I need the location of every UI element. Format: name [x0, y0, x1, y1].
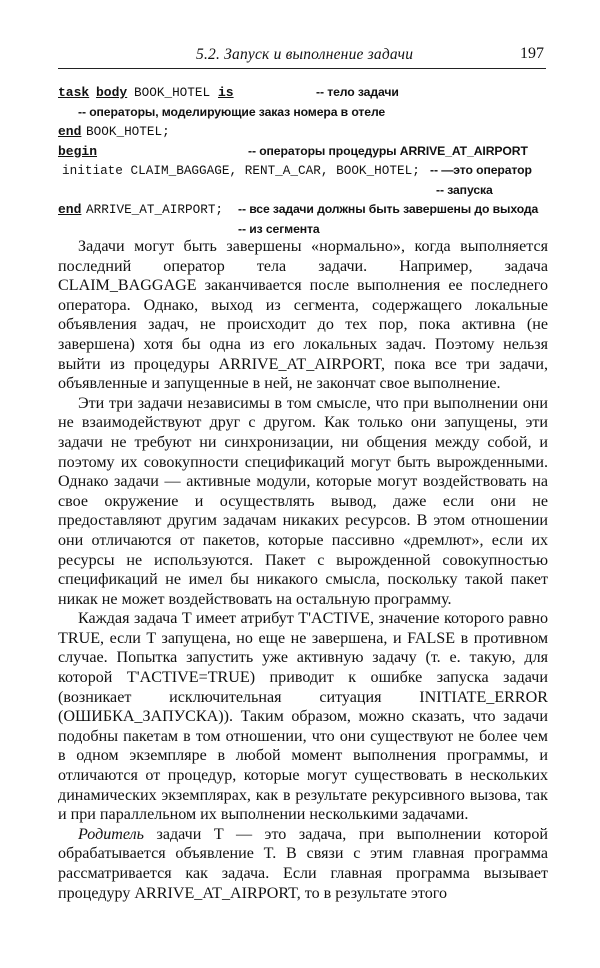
comment-procedure-operators: -- операторы процедуры ARRIVE_AT_AIRPORT	[248, 143, 528, 158]
comment-task-body: -- тело задачи	[316, 85, 399, 99]
keyword-task: task	[58, 85, 90, 100]
identifier-book-hotel-end: BOOK_HOTEL;	[86, 124, 170, 139]
running-head-title: 5.2. Запуск и выполнение задачи	[196, 46, 414, 63]
running-header	[58, 44, 546, 69]
keyword-end-procedure: end	[58, 202, 82, 217]
comment-hotel-operators: -- операторы, моделирующие заказ номера в отеле	[78, 104, 386, 119]
paragraph-1: Задачи могут быть завершены «нормально», когда выполняется последний оператор тела задачи. Например, задача CLAIM_BAGGAGE заканчивается после выполнения ее последнего оператора. Однако, выход из сегмента, содержащего локальные объявления задач, не происходит до тех пор, пока активна (не завершена) хотя бы одна из его локальных задач. Поэтому нельзя выйти из процедуры ARRIVE_AT_AIRPORT, пока все три задачи, объявленные и запущенные в ней, не закончат свое выполнение.	[58, 238, 548, 393]
keyword-is: is	[218, 85, 234, 100]
keyword-begin: begin	[58, 143, 98, 159]
code-line-2	[58, 105, 558, 125]
comment-this-is-statement: -- —это оператор	[430, 163, 532, 177]
paragraph-4	[58, 825, 548, 903]
page-number: 197	[520, 45, 544, 62]
identifier-arrive-at-airport-end: ARRIVE_AT_AIRPORT;	[86, 202, 224, 217]
paragraph-2: Эти три задачи независимы в том смысле, что при выполнении они не взаимодействуют друг с другом. Как только они запущены, эти задачи не требуют ни синхронизации, ни общения между собой, и поэтому их совокупности спецификаций могут быть вырожденными. Однако задачи — активные модули, которые могут воздействовать на свое окружение и осуществлять вывод, даже если они не предоставляют другим задачам никаких ресурсов. В этом отношении они отличаются от пакетов, которые пассивно «дремлют», если их ресурсы не используются. Пакет с вырожденной совокупностью спецификаций не имел бы никакого смысла, поскольку такой пакет никак не может воздействовать на остальную программу.	[58, 394, 548, 608]
code-listing	[58, 85, 558, 241]
code-line-1	[58, 85, 558, 105]
initiate-statement: initiate CLAIM_BAGGAGE, RENT_A_CAR, BOOK_HOTEL;	[62, 163, 420, 178]
paragraph-4-text: задачи T — это задача, при выполнении которой обрабатывается объявление T. В связи с этим главная программа рассматривается как задача. Если главная программа вызывает процедуру ARRIVE_AT_AIRPORT, то в результате этого	[58, 825, 548, 902]
identifier-book-hotel: BOOK_HOTEL	[134, 85, 211, 100]
code-line-6	[58, 183, 558, 203]
code-line-5	[58, 163, 558, 183]
comment-initiation: -- запуска	[436, 182, 493, 197]
keyword-body: body	[96, 85, 128, 100]
body-text	[58, 237, 548, 903]
code-line-7	[58, 202, 558, 222]
code-line-4	[58, 144, 558, 164]
comment-from-segment: -- из сегмента	[238, 221, 320, 236]
keyword-end: end	[58, 124, 82, 139]
paragraph-3: Каждая задача T имеет атрибут T'ACTIVE, значение которого равно TRUE, если T запущена, но еще не завершена, и FALSE в противном случае. Попытка запустить уже активную задачу (т. е. такую, для которой T'ACTIVE=TRUE) приводит к ошибке запуска задачи (возникает исключительная ситуация INITIATE_ERROR (ОШИБКА_ЗАПУСКА)). Таким образом, можно сказать, что задачи подобны пакетам в том отношении, что они существуют не более чем в одном экземпляре в любой момент выполнения программы, и отличаются от процедур, которые могут существовать в нескольких динамических экземплярах, как в результате рекурсивного вызова, так и при параллельном их выполнении несколькими задачами.	[58, 610, 548, 824]
code-line-3	[58, 124, 558, 144]
term-parent: Родитель	[78, 825, 144, 843]
comment-all-tasks-finished: -- все задачи должны быть завершены до выхода	[238, 202, 539, 216]
